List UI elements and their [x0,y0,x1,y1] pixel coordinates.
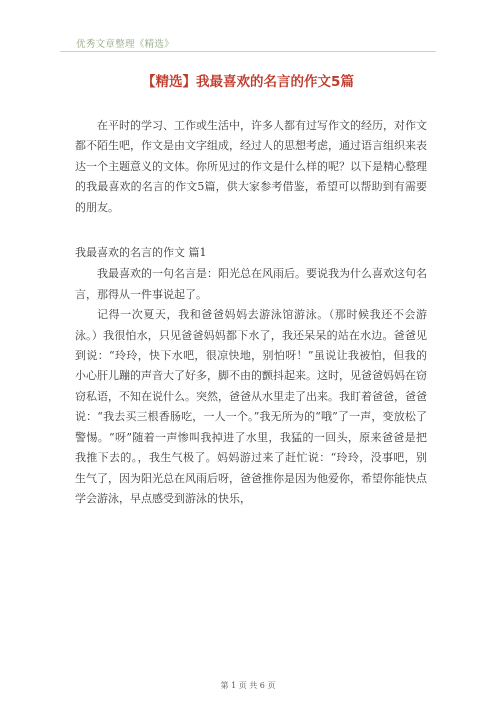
intro-paragraph: 在平时的学习、工作或生活中，许多人都有过写作文的经历，对作文都不陌生吧，作文是由文字组成，经过人的思想考虑，通过语言组织来表达一个主题意义的文体。你所见过的作文是什么样的呢？以下是精心整理的我最喜欢的名言的作文5篇，供大家参考借鉴，希望可以帮助到有需要的朋友。 [75,119,427,214]
body-paragraph: 记得一次夏天，我和爸爸妈妈去游泳馆游泳。（那时候我还不会游泳。）我很怕水，只见爸爸妈妈都下水了，我还呆呆的站在水边。爸爸见到说：“玲玲，快下水吧，很凉快地，别怕呀！”虽说让我被怕，但我的小心肝儿蹦的声音大了好多，脚不由的颤抖起来。这时，见爸爸妈妈在窃窃私语，不知在说什么。突然，爸爸从水里走了出来。我盯着爸爸，爸爸说：“我去买三根香肠吃，一人一个。”我无所为的“哦”了一声，变放松了警惕。“呀”随着一声惨叫我掉进了水里，我猛的一回头，原来爸爸是把我推下去的。，我生气极了。妈妈游过来了赶忙说：“玲玲，没事吧，别生气了，因为阳光总在风雨后呀，爸爸推你是因为他爱你，希望你能快点学会游泳，早点感受到游泳的快乐， [75,308,427,505]
document-body [75,116,427,509]
section-heading: 我最喜欢的名言的作文 篇1 [75,246,207,260]
page-header: 优秀文章整理《精选》 [76,39,175,50]
page-footer: 第 1 页 共 6 页 [220,681,276,690]
header-divider [60,51,436,52]
body-paragraph: 我最喜欢的一句名言是：阳光总在风雨后。要说我为什么喜欢这句名言，那得从一件事说起了。 [75,267,427,301]
document-title: 【精选】我最喜欢的名言的作文5篇 [142,74,354,90]
